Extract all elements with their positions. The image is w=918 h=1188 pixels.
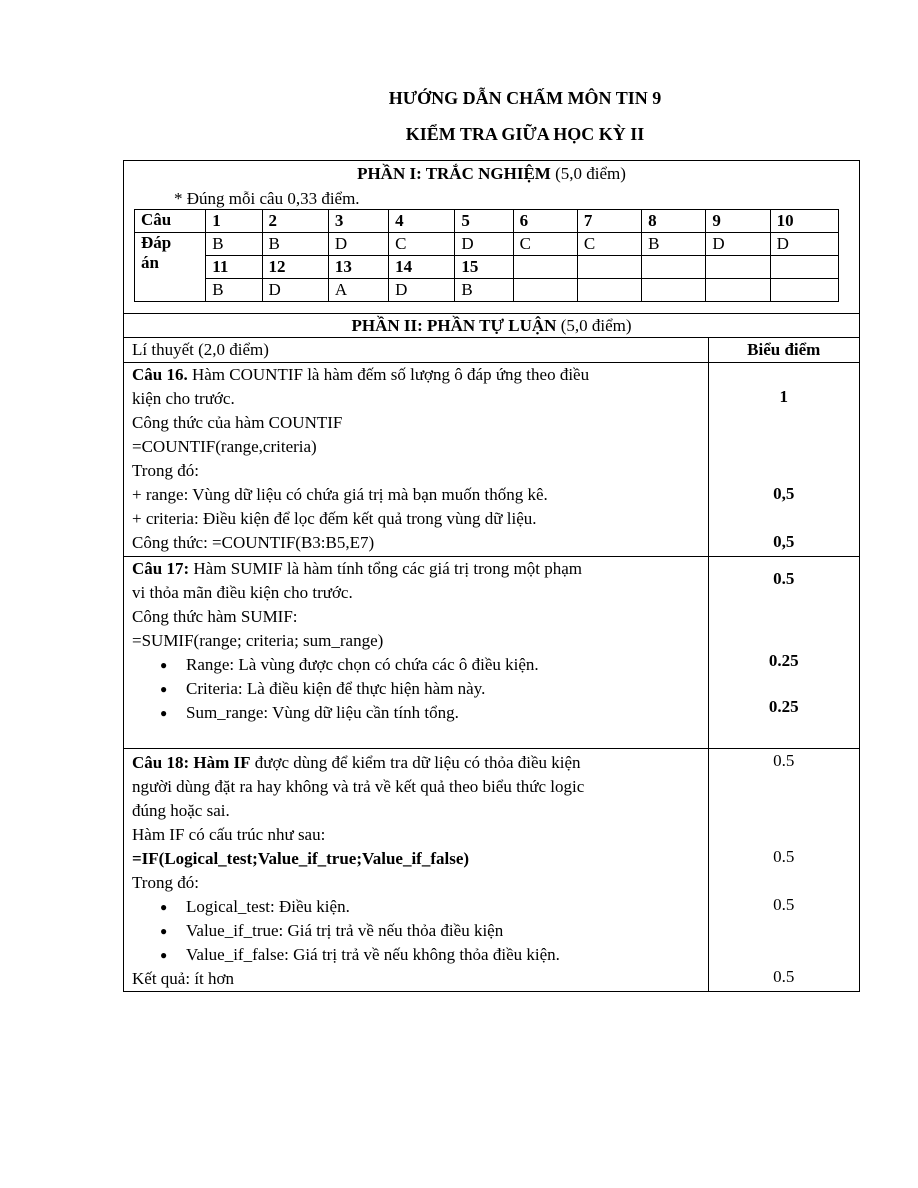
question-18-row [124,749,859,992]
q18-text: Trong đó: [132,873,199,892]
question-number: 15 [455,256,513,279]
q18-score: 0.5 [773,751,795,770]
q16-score: 1 [779,387,788,406]
part2-heading-title: PHẦN II: PHẦN TỰ LUẬN [351,316,557,335]
essay-header-row [124,338,859,363]
q18-text: được dùng để kiểm tra dữ liệu có thỏa điều kiện [250,753,581,772]
question-number: 12 [262,256,328,279]
answer-cell: D [706,233,770,256]
question-number: 13 [328,256,388,279]
answer-cell: B [642,233,706,256]
answer-cell: D [455,233,513,256]
answer-cell: B [262,233,328,256]
label-cau: Câu [135,210,206,233]
part1-heading [124,164,859,184]
document-title: HƯỚNG DẪN CHẤM MÔN TIN 9 [388,88,662,108]
essay-grading-table [124,338,859,991]
q17-bullet [132,677,708,701]
question-18-scores [708,749,859,992]
answer-cell: C [513,233,577,256]
q18-bullet-text: Value_if_true: Giá trị trả về nếu thỏa điều kiện [186,921,504,940]
question-18-cell [124,749,708,992]
question-number: 3 [328,210,388,233]
q18-bullet [132,895,708,919]
score-header: Biểu điểm [747,340,821,359]
q16-text: Hàm COUNTIF là hàm đếm số lượng ô đáp ứng theo điều [187,365,590,384]
grading-table [123,160,860,992]
bullet-dot-icon: ● [160,706,168,720]
q16-text: Công thức của hàm COUNTIF [132,413,343,432]
q17-score: 0.5 [773,569,795,588]
question-16-scores [708,363,859,557]
answer-cell [770,279,838,302]
answer-cell: C [577,233,641,256]
question-number: 9 [706,210,770,233]
q16-score: 0,5 [773,532,795,551]
question-number: 4 [389,210,455,233]
answer-cell [513,279,577,302]
q18-bullet [132,943,708,967]
q17-score: 0.25 [768,651,799,670]
question-16-row [124,363,859,557]
q17-bullet-text: Range: Là vùng được chọn có chứa các ô điều kiện. [186,655,539,674]
question-number: 7 [577,210,641,233]
answer-row-nums-1 [135,210,839,233]
q18-result: Kết quả: ít hơn [132,969,234,988]
q17-bullet [132,701,708,725]
answer-cell: B [455,279,513,302]
answer-cell: D [262,279,328,302]
q17-bullet [132,653,708,677]
q16-text: Trong đó: [132,461,199,480]
question-16-cell [124,363,708,557]
q16-text: + criteria: Điều kiện để lọc đếm kết quả trong vùng dữ liệu. [132,509,537,528]
q16-text: kiện cho trước. [132,389,235,408]
label-dap-an [135,233,206,302]
bullet-dot-icon: ● [160,682,168,696]
question-17-cell [124,557,708,749]
q18-text: Hàm IF có cấu trúc như sau: [132,825,326,844]
answer-row-nums-2 [135,256,839,279]
q16-text: + range: Vùng dữ liệu có chứa giá trị mà bạn muốn thống kê. [132,485,548,504]
q18-bullet-text: Logical_test: Điều kiện. [186,897,350,916]
question-number: 5 [455,210,513,233]
answer-cell: B [206,279,262,302]
q18-formula: =IF(Logical_test;Value_if_true;Value_if_false) [132,849,470,868]
part1-heading-title: PHẦN I: TRẮC NGHIỆM [357,164,551,183]
part1-section [124,161,859,314]
question-number: 11 [206,256,262,279]
q18-label: Câu 18: Hàm IF [132,753,251,772]
theory-label-cell [124,338,708,363]
question-number: 2 [262,210,328,233]
q18-text: người dùng đặt ra hay không và trả về kết quả theo biểu thức logic [132,777,585,796]
q17-text: Công thức hàm SUMIF: [132,607,298,626]
question-number: 14 [389,256,455,279]
question-number [642,256,706,279]
answer-cell [642,279,706,302]
answer-cell: D [328,233,388,256]
question-17-row [124,557,859,749]
q17-text: Hàm SUMIF là hàm tính tổng các giá trị trong một phạm [189,559,582,578]
q17-bullet-text: Sum_range: Vùng dữ liệu cần tính tổng. [186,703,459,722]
bullet-dot-icon: ● [160,900,168,914]
answer-row-1 [135,233,839,256]
bullet-dot-icon: ● [160,948,168,962]
q17-score: 0.25 [768,697,799,716]
answer-cell [706,279,770,302]
q17-label: Câu 17: [132,559,190,578]
question-number: 10 [770,210,838,233]
document-subtitle: KIỂM TRA GIỮA HỌC KỲ II [405,124,645,144]
part1-note: * Đúng mỗi câu 0,33 điểm. [174,189,360,208]
question-number [770,256,838,279]
q16-label: Câu 16. [132,365,188,384]
part2-heading [124,314,859,338]
q16-score: 0,5 [773,484,795,503]
q17-text: vi thỏa mãn điều kiện cho trước. [132,583,353,602]
label-an: án [141,253,159,272]
bullet-dot-icon: ● [160,658,168,672]
answer-row-2 [135,279,839,302]
part2-heading-points: (5,0 điểm) [560,316,632,335]
label-dap: Đáp [141,233,172,252]
q17-bullet-text: Criteria: Là điều kiện để thực hiện hàm này. [186,679,486,698]
bullet-dot-icon: ● [160,924,168,938]
q17-formula: =SUMIF(range; criteria; sum_range) [132,631,384,650]
question-number [513,256,577,279]
q18-bullet-text: Value_if_false: Giá trị trả về nếu không thỏa điều kiện. [186,945,560,964]
answer-key-table [134,209,839,302]
score-header-cell [708,338,859,363]
answer-cell [577,279,641,302]
answer-cell: D [389,279,455,302]
q18-score: 0.5 [773,967,795,986]
q18-score: 0.5 [773,895,795,914]
q16-formula: =COUNTIF(range,criteria) [132,437,317,456]
q18-score: 0.5 [773,847,795,866]
q16-text: Công thức: =COUNTIF(B3:B5,E7) [132,533,375,552]
answer-cell: B [206,233,262,256]
q18-text: đúng hoặc sai. [132,801,230,820]
question-number [577,256,641,279]
theory-label: Lí thuyết (2,0 điểm) [132,340,269,359]
part1-heading-points: (5,0 điểm) [555,164,626,183]
question-number [706,256,770,279]
question-17-scores [708,557,859,749]
q18-bullet [132,919,708,943]
answer-cell: A [328,279,388,302]
question-number: 1 [206,210,262,233]
question-number: 6 [513,210,577,233]
answer-cell: C [389,233,455,256]
question-number: 8 [642,210,706,233]
answer-cell: D [770,233,838,256]
